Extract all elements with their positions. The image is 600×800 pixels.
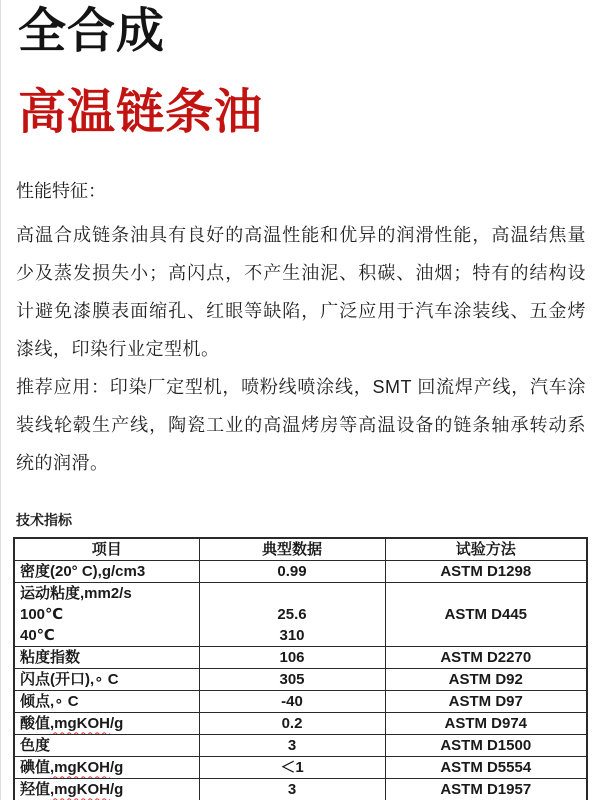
- item-text: /g: [110, 715, 124, 733]
- typical-data-cell: 305: [199, 669, 385, 691]
- item-cell: [14, 583, 199, 647]
- table-row: [14, 691, 587, 713]
- col-header-test-method: 试验方法: [385, 538, 587, 561]
- item-text: 密度(20° C),g/cm3: [20, 563, 146, 581]
- item-cell: [14, 757, 199, 779]
- item-line: 40℃: [20, 627, 55, 645]
- test-method-cell: ASTM D2270: [385, 647, 587, 669]
- item-cell: [14, 691, 199, 713]
- item-text: 色度: [20, 737, 51, 755]
- typical-data-cell: 3: [199, 735, 385, 757]
- application-paragraph: 推荐应用：印染厂定型机，喷粉线喷涂线，SMT 回流焊产线，汽车涂装线轮毂生产线，陶瓷工业的高温烤房等高温设备的链条轴承转动系统的润滑。: [16, 377, 586, 474]
- typical-data-cell: ＜1: [199, 757, 385, 779]
- specs-table: [13, 537, 588, 800]
- value-line: [205, 583, 380, 604]
- item-text: 倾点,∘ C: [20, 693, 79, 711]
- test-method-cell: ASTM D92: [385, 669, 587, 691]
- item-cell: [14, 735, 199, 757]
- product-series-title: 全合成: [18, 5, 166, 58]
- product-name-title: 高温链条油: [18, 86, 264, 140]
- table-row: [14, 669, 587, 691]
- table-row: [14, 757, 587, 779]
- typical-data-cell: 3: [199, 779, 385, 800]
- test-method-cell: ASTM D1957: [385, 779, 587, 800]
- item-text: 碘值: [20, 759, 51, 777]
- test-method-cell: ASTM D1500: [385, 735, 587, 757]
- item-text: /g: [110, 781, 124, 799]
- item-cell: [14, 713, 199, 735]
- item-line: 100℃: [20, 606, 64, 624]
- table-row: [14, 561, 587, 583]
- performance-paragraph: 高温合成链条油具有良好的高温性能和优异的润滑性能，高温结焦量少及蒸发损失小；高闪点，不产生油泥、积碳、油烟；特有的结构设计避免漆膜表面缩孔、红眼等缺陷，广泛应用于汽车涂装线、五金烤漆线，印染行业定型机。: [16, 225, 586, 360]
- item-text-misspelled: ,mgKOH: [50, 781, 111, 799]
- item-text: /g: [110, 759, 124, 777]
- item-cell: [14, 647, 199, 669]
- test-method-cell: ASTM D5554: [385, 757, 587, 779]
- test-method-cell: ASTM D445: [385, 583, 587, 647]
- item-text: 闪点(开口),∘ C: [20, 671, 119, 689]
- table-row: [14, 735, 587, 757]
- item-cell: [14, 561, 199, 583]
- item-text: 羟值: [20, 781, 51, 799]
- value-line: 310: [279, 627, 305, 645]
- performance-heading: 性能特征：: [16, 181, 106, 202]
- test-method-cell: ASTM D974: [385, 713, 587, 735]
- item-text-misspelled: ,mgKOH: [50, 715, 111, 733]
- item-cell: [14, 669, 199, 691]
- test-method-cell: ASTM D97: [385, 691, 587, 713]
- table-row: [14, 779, 587, 800]
- item-cell: [14, 779, 199, 800]
- specs-table-body: [14, 561, 587, 800]
- table-row: [14, 647, 587, 669]
- item-text-misspelled: ,mgKOH: [50, 759, 111, 777]
- table-row: [14, 713, 587, 735]
- typical-data-cell: -40: [199, 691, 385, 713]
- table-row: [14, 583, 587, 647]
- value-line: 25.6: [277, 606, 307, 624]
- item-text: 酸值: [20, 715, 51, 733]
- typical-data-cell: 0.2: [199, 713, 385, 735]
- table-header-row: [14, 538, 587, 561]
- item-line: 运动粘度,mm2/s: [20, 585, 132, 603]
- specs-heading: 技术指标: [16, 512, 72, 529]
- col-header-item: 项目: [14, 538, 199, 561]
- typical-data-cell: [199, 583, 385, 647]
- item-text: 粘度指数: [20, 649, 81, 667]
- col-header-typical-data: 典型数据: [199, 538, 385, 561]
- typical-data-cell: 0.99: [199, 561, 385, 583]
- typical-data-cell: 106: [199, 647, 385, 669]
- test-method-cell: ASTM D1298: [385, 561, 587, 583]
